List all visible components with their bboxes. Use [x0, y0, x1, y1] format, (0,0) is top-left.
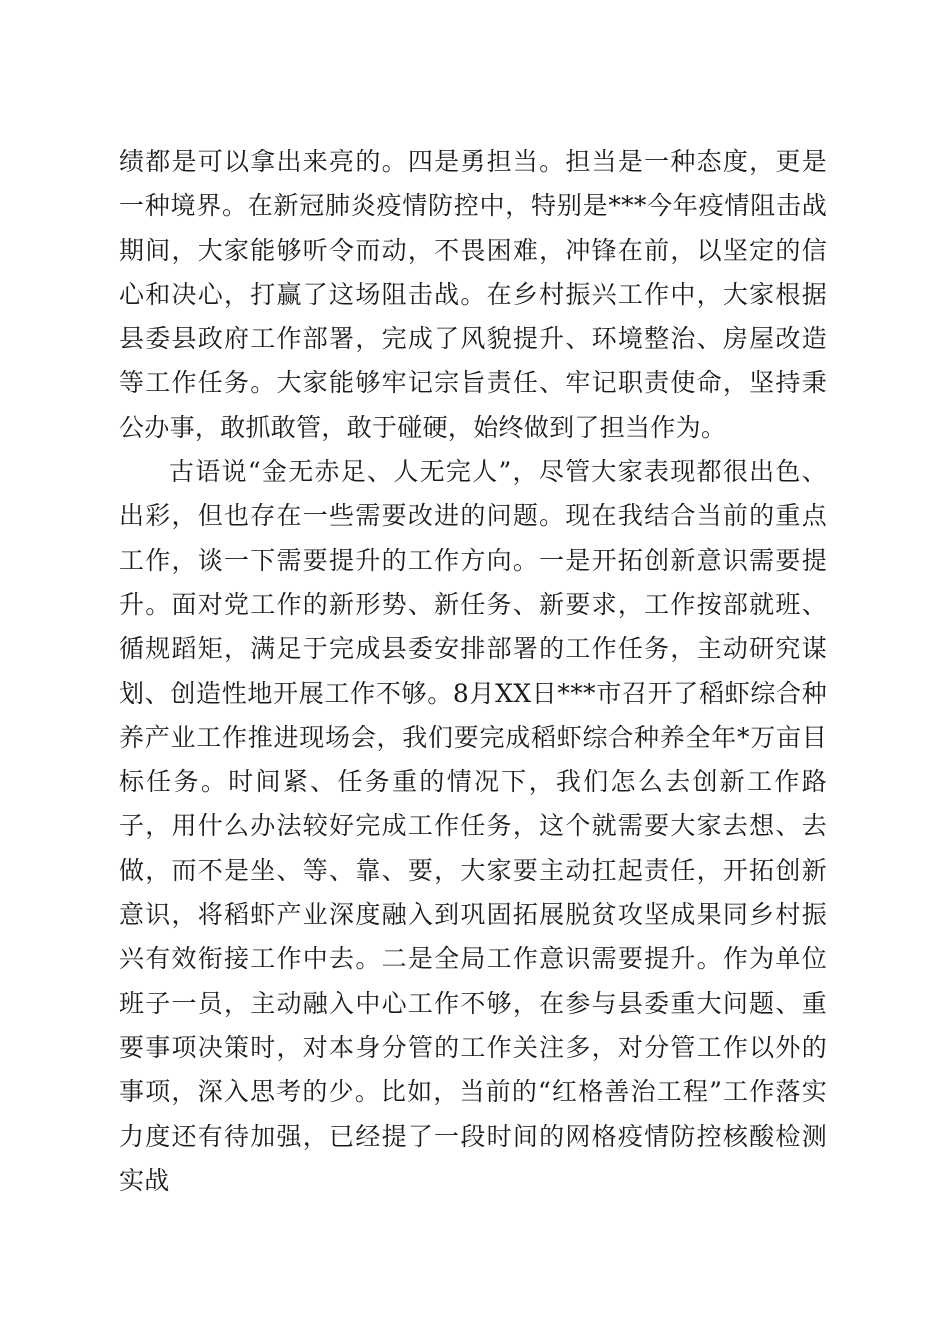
document-body — [119, 140, 827, 1203]
paragraph-1: 绩都是可以拿出来亮的。四是勇担当。担当是一种态度，更是一种境界。在新冠肺炎疫情防控中，特别是***今年疫情阻击战期间，大家能够听令而动，不畏困难，冲锋在前，以坚定的信心和决心，打赢了这场阻击战。在乡村振兴工作中，大家根据县委县政府工作部署，完成了风貌提升、环境整治、房屋改造等工作任务。大家能够牢记宗旨责任、牢记职责使命，坚持秉公办事，敢抓敢管，敢于碰硬，始终做到了担当作为。 — [119, 147, 827, 442]
paragraph-2: 古语说“金无赤足、人无完人”，尽管大家表现都很出色、出彩，但也存在一些需要改进的问题。现在我结合当前的重点工作，谈一下需要提升的工作方向。一是开拓创新意识需要提升。面对党工作的新形势、新任务、新要求，工作按部就班、循规蹈矩，满足于完成县委安排部署的工作任务，主动研究谋划、创造性地开展工作不够。8月XX日***市召开了稻虾综合种养产业工作推进现场会，我们要完成稻虾综合种养全年*万亩目标任务。时间紧、任务重的情况下，我们怎么去创新工作路子，用什么办法较好完成工作任务，这个就需要大家去想、去做，而不是坐、等、靠、要，大家要主动扛起责任，开拓创新意识，将稻虾产业深度融入到巩固拓展脱贫攻坚成果同乡村振兴有效衔接工作中去。二是全局工作意识需要提升。作为单位班子一员，主动融入中心工作不够，在参与县委重大问题、重要事项决策时，对本身分管的工作关注多，对分管工作以外的事项，深入思考的少。比如，当前的“红格善治工程”工作落实力度还有待加强，已经提了一段时间的网格疫情防控核酸检测实战 — [119, 457, 827, 1195]
